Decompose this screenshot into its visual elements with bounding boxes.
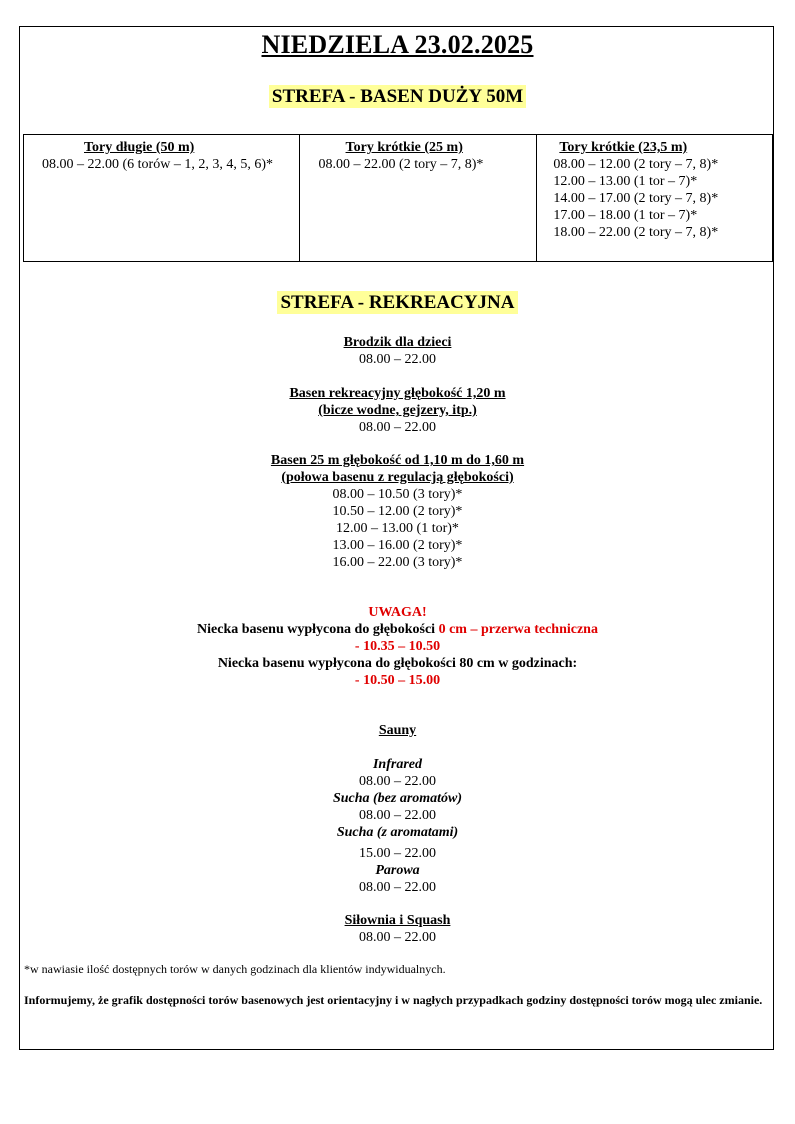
warning-line-1 [0, 621, 795, 638]
lanes-header-short-23-5: Tory krótkie (23,5 m) [559, 140, 688, 155]
sauna-hours: 08.00 – 22.00 [359, 880, 436, 895]
lanes-short-23-5-line: 12.00 – 13.00 (1 tor – 7)* [553, 174, 698, 189]
footnote: *w nawiasie ilość dostępnych torów w danych godzinach dla klientów indywidualnych. [24, 962, 446, 976]
recreation-pool-subtitle: (bicze wodne, gejzery, itp.) [318, 403, 477, 418]
zone-recreation-heading [0, 292, 795, 314]
warning-line-4: - 10.50 – 15.00 [354, 673, 441, 688]
gym-title: Siłownia i Squash [344, 913, 451, 928]
recreation-pool-title: Basen rekreacyjny głębokość 1,20 m [289, 386, 506, 401]
lanes-column-short-25 [299, 135, 537, 262]
lanes-long-line: 08.00 – 22.00 (6 torów – 1, 2, 3, 4, 5, 6)* [42, 157, 273, 172]
lanes-table [23, 134, 773, 262]
saunas-section [0, 722, 795, 896]
lanes-short-23-5-line: 08.00 – 12.00 (2 tory – 7, 8)* [553, 157, 719, 172]
lanes-short-23-5-line: 14.00 – 17.00 (2 tory – 7, 8)* [553, 191, 719, 206]
lanes-row [24, 135, 773, 262]
sauna-name: Parowa [375, 863, 420, 878]
zone-big-pool-label: STREFA - BASEN DUŻY 50M [269, 85, 526, 108]
sauna-hours: 08.00 – 22.00 [359, 774, 436, 789]
warning-line-1-red: 0 cm – przerwa techniczna [438, 622, 598, 637]
warning-line-2: - 10.35 – 10.50 [354, 639, 441, 654]
zone-big-pool-heading [0, 86, 795, 108]
pool-25-line: 08.00 – 10.50 (3 tory)* [332, 487, 463, 502]
pool-25-section [0, 452, 795, 571]
warning-line-1-text: Niecka basenu wypłycona do głębokości [197, 622, 439, 637]
sauna-name: Sucha (bez aromatów) [332, 791, 463, 806]
recreation-pool-section [0, 385, 795, 436]
lanes-short-23-5-line: 18.00 – 22.00 (2 tory – 7, 8)* [553, 225, 719, 240]
warning-section [0, 604, 795, 689]
recreation-pool-hours: 08.00 – 22.00 [359, 420, 436, 435]
brodzik-section [0, 334, 795, 368]
lanes-header-long: Tory długie (50 m) [84, 140, 195, 155]
lanes-short-23-5-line: 17.00 – 18.00 (1 tor – 7)* [553, 208, 698, 223]
pool-25-line: 16.00 – 22.00 (3 tory)* [332, 555, 463, 570]
lanes-header-short-25: Tory krótkie (25 m) [345, 140, 463, 155]
brodzik-title: Brodzik dla dzieci [343, 335, 452, 350]
pool-25-line: 10.50 – 12.00 (2 tory)* [332, 504, 463, 519]
saunas-title: Sauny [378, 723, 417, 738]
lanes-short-25-line: 08.00 – 22.00 (2 tory – 7, 8)* [318, 157, 484, 172]
sauna-hours: 08.00 – 22.00 [359, 808, 436, 823]
pool-25-line: 12.00 – 13.00 (1 tor)* [336, 521, 459, 536]
warning-line-3: Niecka basenu wypłycona do głębokości 80 cm w godzinach: [217, 656, 578, 671]
lanes-column-short-23-5 [537, 135, 773, 262]
sauna-hours: 15.00 – 22.00 [359, 846, 436, 861]
page-title: NIEDZIELA 23.02.2025 [261, 30, 534, 59]
pool-25-subtitle: (połowa basenu z regulacją głębokości) [281, 470, 514, 485]
sauna-name: Infrared [372, 757, 422, 772]
brodzik-hours: 08.00 – 22.00 [359, 352, 436, 367]
gym-section [0, 912, 795, 946]
lanes-column-long [24, 135, 300, 262]
sauna-name: Sucha (z aromatami) [336, 825, 459, 840]
warning-label: UWAGA! [368, 605, 427, 620]
zone-recreation-label: STREFA - REKREACYJNA [277, 291, 517, 314]
info-note: Informujemy, że grafik dostępności torów basenowych jest orientacyjny i w nagłych przypadkach godziny dostępności torów mogą ulec zmianie. [24, 993, 763, 1007]
gym-hours: 08.00 – 22.00 [359, 930, 436, 945]
pool-25-title: Basen 25 m głębokość od 1,10 m do 1,60 m [270, 453, 525, 468]
pool-25-line: 13.00 – 16.00 (2 tory)* [332, 538, 463, 553]
